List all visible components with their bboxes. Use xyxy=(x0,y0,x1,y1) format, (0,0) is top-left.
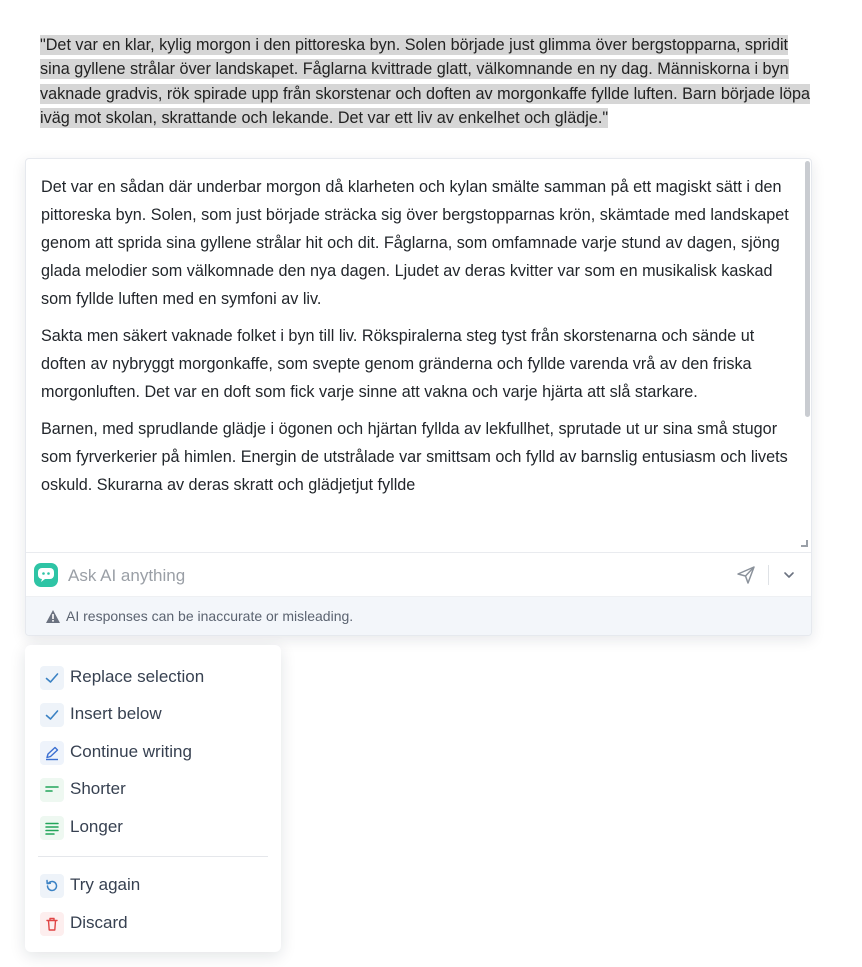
ai-disclaimer xyxy=(26,596,811,636)
ask-ai-input[interactable] xyxy=(66,561,710,591)
refresh-icon xyxy=(40,874,64,898)
check-icon xyxy=(40,703,64,727)
shorter-lines-icon xyxy=(40,778,64,802)
pen-icon xyxy=(40,741,64,765)
discard-button[interactable] xyxy=(25,907,281,941)
response-scrollbar[interactable] xyxy=(805,159,811,552)
insert-below-label: Insert below xyxy=(70,704,162,723)
longer-button[interactable] xyxy=(25,811,281,845)
response-paragraph-3: Barnen, med sprudlande glädje i ögonen och hjärtan fyllda av lekfullhet, sprutade ut ur sina små stugor som fyrverkerier på himlen. Energin de utstrålade var smittsam och fylld av barnslig entusiasm och livets oskuld. Skurarna av deras skratt och glädjetjut fyllde xyxy=(41,420,788,494)
continue-writing-button[interactable] xyxy=(25,736,281,770)
disclaimer-text: AI responses can be inaccurate or misleading. xyxy=(66,608,354,624)
shorter-label: Shorter xyxy=(70,779,126,798)
try-again-button[interactable] xyxy=(25,869,281,903)
send-icon xyxy=(736,565,756,585)
longer-lines-icon xyxy=(40,816,64,840)
response-paragraph-2: Sakta men säkert vaknade folket i byn till liv. Rökspiralerna steg tyst från skorstenarna och sände ut doften av nybryggt morgonkaffe, som svepte genom gränderna och fyllde varenda vrå av den friska morgonluften. Det var en doft som fick varje sinne att vakna och varje hjärta att slå starkare. xyxy=(41,327,755,401)
ai-chat-logo-icon xyxy=(34,563,58,587)
response-paragraph-1: Det var en sådan där underbar morgon då klarheten och kylan smälte samman på ett magiskt sätt i den pittoreska byn. Solen, som just började sträcka sig över bergstopparnas krön, skämtade med landskapet genom att sprida sina gyllene strålar hit och dit. Fåglarna, som omfamnade varje stund av dagen, sjöng glada melodier som välkomnade den nya dagen. Ljudet av deras kvitter var som en musikalisk kaskad som fyllde luften med en symfoni av liv. xyxy=(41,178,789,308)
scrollbar-thumb[interactable] xyxy=(805,161,810,417)
try-again-label: Try again xyxy=(70,875,141,894)
warning-icon xyxy=(45,609,61,627)
input-divider xyxy=(768,565,769,585)
menu-divider xyxy=(38,856,268,857)
trash-icon xyxy=(40,912,64,936)
ask-ai-input-row xyxy=(26,552,811,597)
check-icon xyxy=(40,666,64,690)
chevron-down-icon xyxy=(779,565,799,585)
send-button[interactable] xyxy=(736,565,758,587)
longer-label: Longer xyxy=(70,817,123,836)
selected-text-highlight: "Det var en klar, kylig morgon i den pittoreska byn. Solen började just glimma över bergstopparna, spridit sina gyllene strålar över landskapet. Fåglarna kvittrade glatt, välkomnande en ny dag. Människorna i byn vaknade gradvis, rök spirade upp från skorstenar och doften av morgonkaffe fyllde luften. Barn började löpa iväg mot skolan, skrattande och lekande. Det var ett liv av enkelhet och glädje." xyxy=(40,36,810,127)
insert-below-button[interactable] xyxy=(25,698,281,732)
ai-assistant-panel xyxy=(25,158,812,636)
replace-selection-button[interactable] xyxy=(25,661,281,695)
replace-selection-label: Replace selection xyxy=(70,667,205,686)
shorter-button[interactable] xyxy=(25,773,281,807)
options-chevron-button[interactable] xyxy=(779,565,799,585)
ai-response-area xyxy=(26,159,811,552)
selected-text xyxy=(40,33,810,130)
continue-writing-label: Continue writing xyxy=(70,742,192,761)
discard-label: Discard xyxy=(70,913,128,932)
resize-handle[interactable] xyxy=(801,540,808,547)
ai-action-menu xyxy=(25,645,281,952)
